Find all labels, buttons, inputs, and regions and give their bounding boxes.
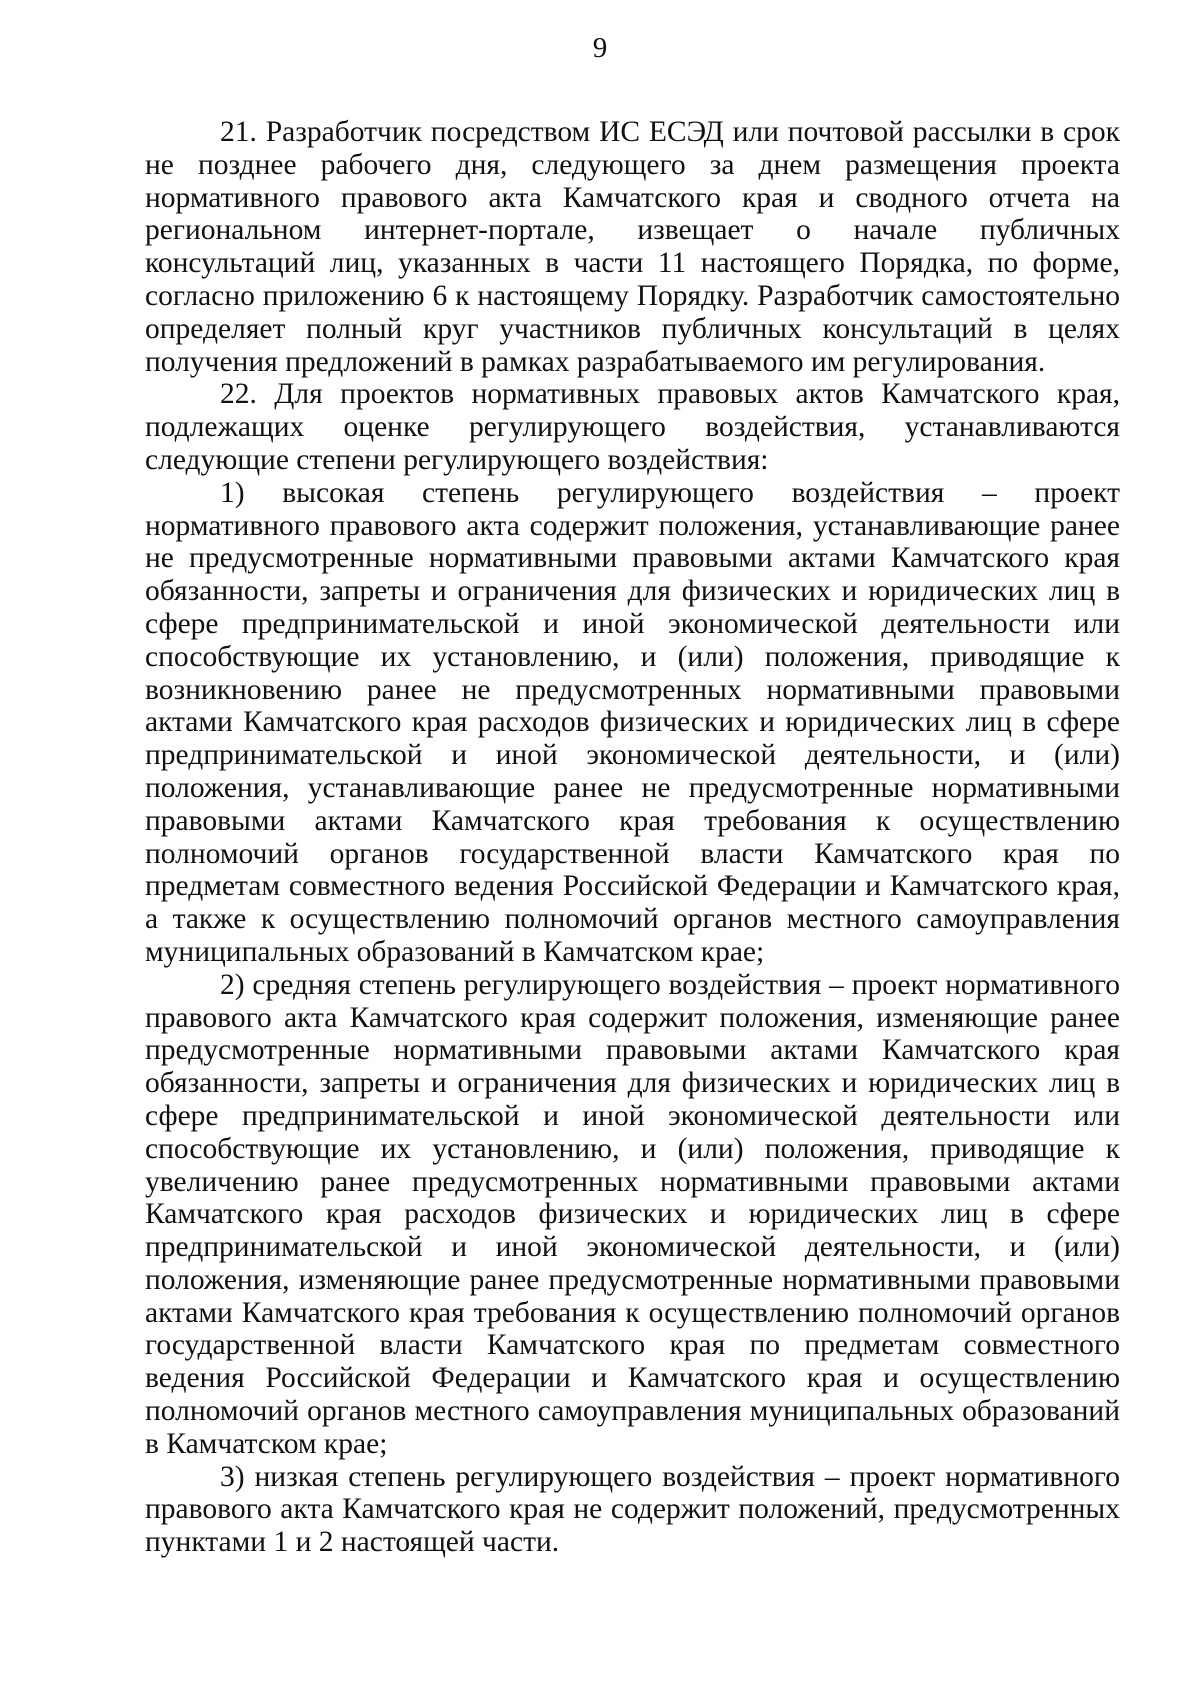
paragraph-21: 21. Разработчик посредством ИС ЕСЭД или почтовой рассылки в срок не позднее рабочего дня, следующего за днем размещения проекта нормативного правового акта Камчатского края и сводного отчета на региональном интернет-портале, извещает о начале публичных консультаций лиц, указанных в части 11 настоящего Порядка, по форме, согласно приложению 6 к настоящему Порядку. Разработчик самостоятельно определяет полный круг участников публичных консультаций в целях получения предложений в рамках разрабатываемого им регулирования.	[145, 116, 1120, 378]
document-body	[145, 116, 1120, 1559]
paragraph-22: 22. Для проектов нормативных правовых актов Камчатского края, подлежащих оценке регулирующего воздействия, устанавливаются следующие степени регулирующего воздействия:	[145, 378, 1120, 476]
list-item-high-impact: 1) высокая степень регулирующего воздействия – проект нормативного правового акта содержит положения, устанавливающие ранее не предусмотренные нормативными правовыми актами Камчатского края обязанности, запреты и ограничения для физических и юридических лиц в сфере предпринимательской и иной экономической деятельности или способствующие их установлению, и (или) положения, приводящие к возникновению ранее не предусмотренных нормативными правовыми актами Камчатского края расходов физических и юридических лиц в сфере предпринимательской и иной экономической деятельности, и (или) положения, устанавливающие ранее не предусмотренные нормативными правовыми актами Камчатского края требования к осуществлению полномочий органов государственной власти Камчатского края по предметам совместного ведения Российской Федерации и Камчатского края, а также к осуществлению полномочий органов местного самоуправления муниципальных образований в Камчатском крае;	[145, 476, 1120, 968]
page-number: 9	[592, 32, 608, 64]
list-item-low-impact: 3) низкая степень регулирующего воздействия – проект нормативного правового акта Камчатского края не содержит положений, предусмотренных пунктами 1 и 2 настоящей части.	[145, 1460, 1120, 1559]
list-item-medium-impact: 2) средняя степень регулирующего воздействия – проект нормативного правового акта Камчатского края содержит положения, изменяющие ранее предусмотренные нормативными правовыми актами Камчатского края обязанности, запреты и ограничения для физических и юридических лиц в сфере предпринимательской и иной экономической деятельности или способствующие их установлению, и (или) положения, приводящие к увеличению ранее предусмотренных нормативными правовыми актами Камчатского края расходов физических и юридических лиц в сфере предпринимательской и иной экономической деятельности, и (или) положения, изменяющие ранее предусмотренные нормативными правовыми актами Камчатского края требования к осуществлению полномочий органов государственной власти Камчатского края по предметам совместного ведения Российской Федерации и Камчатского края и осуществлению полномочий органов местного самоуправления муниципальных образований в Камчатском крае;	[145, 968, 1120, 1460]
